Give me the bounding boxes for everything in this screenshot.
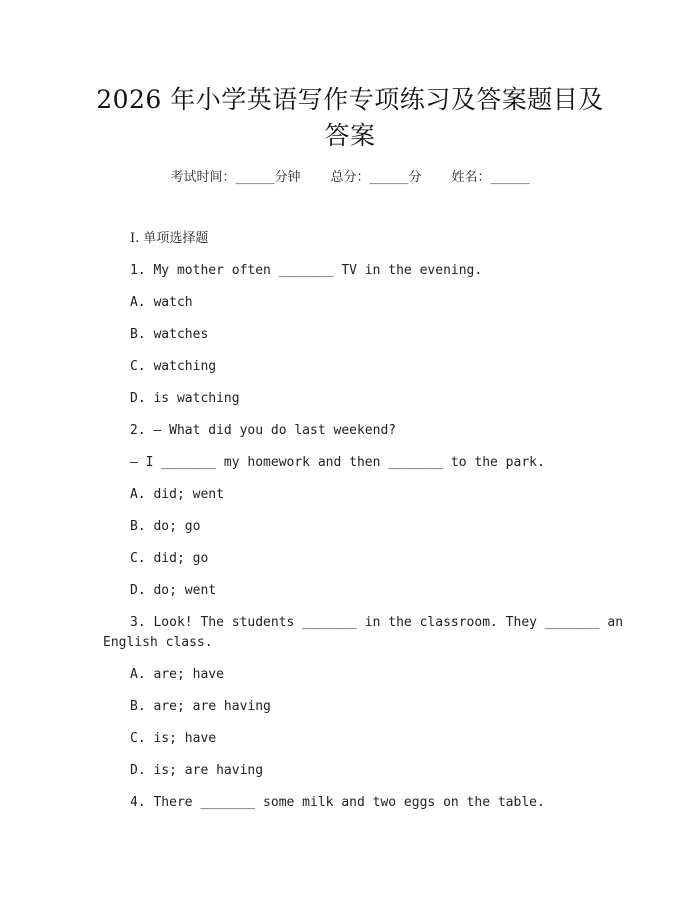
question-3-stem-line2: English class. [103, 635, 213, 650]
exam-score-unit: 分 [408, 170, 422, 185]
question-3-option-b: B. are; are having [130, 699, 271, 714]
exam-name [452, 168, 530, 188]
exam-time-blank: ______ [235, 170, 275, 185]
document-title-line1: 2026 年小学英语写作专项练习及答案题目及 [96, 85, 604, 114]
question-2-option-c: C. did; go [130, 551, 209, 566]
question-2-option-d: D. do; went [130, 583, 217, 598]
question-2-option-a: A. did; went [130, 487, 224, 502]
question-1-option-c: C. watching [130, 359, 217, 374]
exam-name-blank: ______ [490, 170, 530, 185]
document-title-line2: 答案 [324, 121, 376, 150]
question-2-option-b: B. do; go [130, 519, 201, 534]
question-3-stem: 3. Look! The students _______ in the classroom. They _______ an [130, 615, 624, 630]
exam-time [170, 168, 300, 188]
question-2-stem-line2: — I _______ my homework and then _______ to the park. [130, 455, 545, 470]
question-2-stem: 2. — What did you do last weekend? [130, 423, 397, 438]
exam-info [0, 168, 700, 188]
question-1-option-b: B. watches [130, 327, 209, 342]
question-1-option-d: D. is watching [130, 391, 240, 406]
question-1-option-a: A. watch [130, 295, 193, 310]
question-3-option-c: C. is; have [130, 731, 217, 746]
exam-time-label: 考试时间： [170, 170, 236, 185]
question-4-stem: 4. There _______ some milk and two eggs on the table. [130, 795, 545, 810]
question-3-option-d: D. is; are having [130, 763, 264, 778]
exam-score [330, 168, 421, 188]
exam-time-unit: 分钟 [274, 170, 301, 185]
exam-score-label: 总分： [330, 170, 370, 185]
exam-name-label: 姓名： [451, 170, 491, 185]
question-3-option-a: A. are; have [130, 667, 224, 682]
question-1-stem: 1. My mother often _______ TV in the evening. [130, 263, 483, 278]
section-title: I. 单项选择题 [130, 231, 209, 246]
exam-score-blank: ______ [369, 170, 409, 185]
